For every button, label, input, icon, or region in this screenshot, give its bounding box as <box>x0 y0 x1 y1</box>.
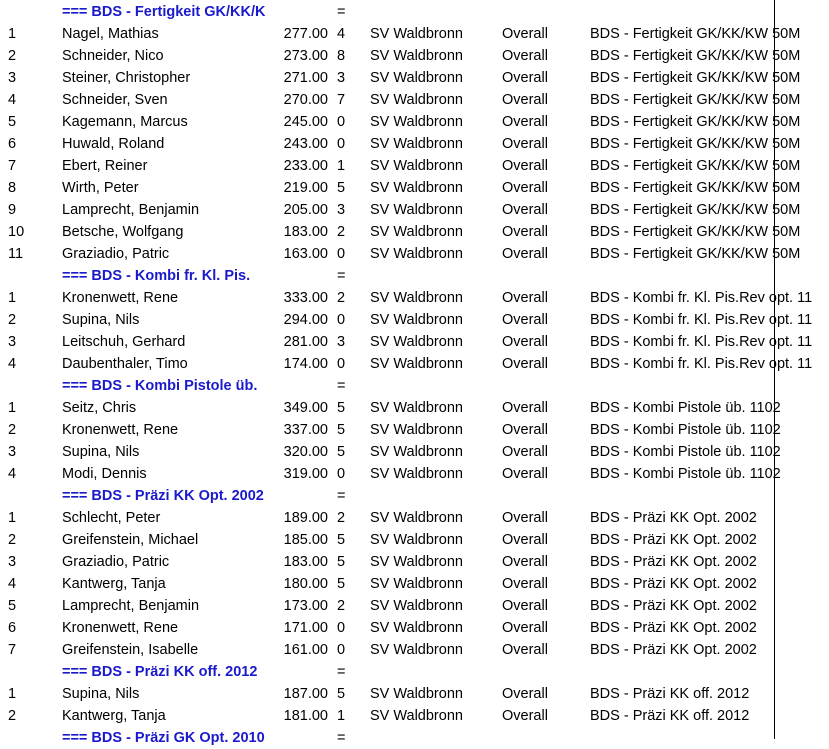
competition-cell: BDS - Präzi KK off. 2012 <box>590 708 750 724</box>
table-row <box>0 353 829 375</box>
score-cell: 337.00 <box>283 422 328 438</box>
score-cell: 294.00 <box>283 312 328 328</box>
shooter-name-cell: Steiner, Christopher <box>62 70 191 86</box>
tens-count-cell: 2 <box>337 290 346 306</box>
class-cell: Overall <box>502 532 548 548</box>
rank-cell: 1 <box>8 290 17 306</box>
class-cell: Overall <box>502 356 548 372</box>
tens-count-cell: 0 <box>337 620 346 636</box>
tens-count-cell: 5 <box>337 422 346 438</box>
table-row <box>0 287 829 309</box>
competition-cell: BDS - Fertigkeit GK/KK/KW 50M <box>590 136 801 152</box>
table-row <box>0 111 829 133</box>
shooter-name-cell: Lamprecht, Benjamin <box>62 598 200 614</box>
section-header-title: === BDS - Präzi KK off. 2012 <box>62 664 258 680</box>
score-cell: 273.00 <box>283 48 328 64</box>
table-row <box>0 397 829 419</box>
class-cell: Overall <box>502 202 548 218</box>
table-row <box>0 683 829 705</box>
score-cell: 174.00 <box>283 356 328 372</box>
rank-cell: 11 <box>8 246 24 262</box>
section-header-row <box>0 375 829 397</box>
section-header-suffix: = <box>337 378 346 394</box>
tens-count-cell: 5 <box>337 532 346 548</box>
shooter-name-cell: Greifenstein, Isabelle <box>62 642 199 658</box>
rank-cell: 4 <box>8 576 17 592</box>
club-cell: SV Waldbronn <box>370 708 463 724</box>
tens-count-cell: 0 <box>337 312 346 328</box>
section-header-suffix: = <box>337 730 346 746</box>
club-cell: SV Waldbronn <box>370 466 463 482</box>
table-row <box>0 573 829 595</box>
shooter-name-cell: Lamprecht, Benjamin <box>62 202 200 218</box>
class-cell: Overall <box>502 400 548 416</box>
table-row <box>0 67 829 89</box>
rank-cell: 8 <box>8 180 17 196</box>
class-cell: Overall <box>502 466 548 482</box>
rank-cell: 2 <box>8 532 17 548</box>
tens-count-cell: 0 <box>337 466 346 482</box>
score-cell: 183.00 <box>283 224 328 240</box>
competition-cell: BDS - Kombi fr. Kl. Pis.Rev opt. 11 <box>590 312 813 328</box>
competition-cell: BDS - Kombi Pistole üb. 1102 <box>590 422 781 438</box>
class-cell: Overall <box>502 290 548 306</box>
section-header-title: === BDS - Kombi fr. Kl. Pis. <box>62 268 251 284</box>
shooter-name-cell: Greifenstein, Michael <box>62 532 199 548</box>
score-cell: 185.00 <box>283 532 328 548</box>
section-header-suffix: = <box>337 268 346 284</box>
section-header-suffix: = <box>337 4 346 20</box>
tens-count-cell: 3 <box>337 70 346 86</box>
rank-cell: 3 <box>8 554 17 570</box>
section-header-title: === BDS - Präzi KK Opt. 2002 <box>62 488 264 504</box>
competition-cell: BDS - Fertigkeit GK/KK/KW 50M <box>590 114 801 130</box>
shooter-name-cell: Leitschuh, Gerhard <box>62 334 186 350</box>
score-cell: 243.00 <box>283 136 328 152</box>
competition-cell: BDS - Präzi KK Opt. 2002 <box>590 510 757 526</box>
shooter-name-cell: Graziadio, Patric <box>62 246 170 262</box>
class-cell: Overall <box>502 620 548 636</box>
club-cell: SV Waldbronn <box>370 202 463 218</box>
class-cell: Overall <box>502 444 548 460</box>
shooter-name-cell: Kantwerg, Tanja <box>62 708 166 724</box>
class-cell: Overall <box>502 224 548 240</box>
club-cell: SV Waldbronn <box>370 158 463 174</box>
competition-cell: BDS - Kombi Pistole üb. 1102 <box>590 400 781 416</box>
rank-cell: 2 <box>8 708 17 724</box>
tens-count-cell: 0 <box>337 114 346 130</box>
club-cell: SV Waldbronn <box>370 444 463 460</box>
score-cell: 333.00 <box>283 290 328 306</box>
club-cell: SV Waldbronn <box>370 686 463 702</box>
club-cell: SV Waldbronn <box>370 180 463 196</box>
rank-cell: 1 <box>8 26 17 42</box>
tens-count-cell: 5 <box>337 576 346 592</box>
club-cell: SV Waldbronn <box>370 510 463 526</box>
club-cell: SV Waldbronn <box>370 642 463 658</box>
section-header-row <box>0 727 829 749</box>
table-row <box>0 551 829 573</box>
shooter-name-cell: Wirth, Peter <box>62 180 139 196</box>
competition-cell: BDS - Präzi KK Opt. 2002 <box>590 554 757 570</box>
shooter-name-cell: Schlecht, Peter <box>62 510 161 526</box>
class-cell: Overall <box>502 48 548 64</box>
competition-cell: BDS - Fertigkeit GK/KK/KW 50M <box>590 26 801 42</box>
competition-cell: BDS - Fertigkeit GK/KK/KW 50M <box>590 70 801 86</box>
class-cell: Overall <box>502 158 548 174</box>
rank-cell: 5 <box>8 114 17 130</box>
rank-cell: 3 <box>8 444 17 460</box>
rank-cell: 4 <box>8 356 17 372</box>
club-cell: SV Waldbronn <box>370 92 463 108</box>
class-cell: Overall <box>502 642 548 658</box>
rank-cell: 7 <box>8 642 17 658</box>
section-header-suffix: = <box>337 488 346 504</box>
club-cell: SV Waldbronn <box>370 136 463 152</box>
shooter-name-cell: Kronenwett, Rene <box>62 422 179 438</box>
competition-cell: BDS - Kombi Pistole üb. 1102 <box>590 466 781 482</box>
tens-count-cell: 2 <box>337 224 346 240</box>
rank-cell: 10 <box>8 224 25 240</box>
competition-cell: BDS - Präzi KK off. 2012 <box>590 686 750 702</box>
tens-count-cell: 5 <box>337 554 346 570</box>
section-header-title: === BDS - Kombi Pistole üb. <box>62 378 258 394</box>
shooter-name-cell: Huwald, Roland <box>62 136 165 152</box>
competition-cell: BDS - Präzi KK Opt. 2002 <box>590 598 757 614</box>
shooter-name-cell: Supina, Nils <box>62 312 140 328</box>
club-cell: SV Waldbronn <box>370 532 463 548</box>
shooter-name-cell: Graziadio, Patric <box>62 554 170 570</box>
shooter-name-cell: Daubenthaler, Timo <box>62 356 188 372</box>
table-row <box>0 133 829 155</box>
score-cell: 277.00 <box>283 26 328 42</box>
score-cell: 189.00 <box>283 510 328 526</box>
score-cell: 181.00 <box>283 708 328 724</box>
section-header-row <box>0 1 829 23</box>
section-header-suffix: = <box>337 664 346 680</box>
table-row <box>0 45 829 67</box>
table-row <box>0 617 829 639</box>
table-row <box>0 177 829 199</box>
club-cell: SV Waldbronn <box>370 356 463 372</box>
score-cell: 320.00 <box>283 444 328 460</box>
competition-cell: BDS - Fertigkeit GK/KK/KW 50M <box>590 246 801 262</box>
score-cell: 187.00 <box>283 686 328 702</box>
class-cell: Overall <box>502 422 548 438</box>
class-cell: Overall <box>502 576 548 592</box>
competition-cell: BDS - Kombi Pistole üb. 1102 <box>590 444 781 460</box>
class-cell: Overall <box>502 180 548 196</box>
rank-cell: 3 <box>8 334 17 350</box>
shooter-name-cell: Supina, Nils <box>62 444 140 460</box>
table-row <box>0 221 829 243</box>
shooter-name-cell: Schneider, Sven <box>62 92 168 108</box>
tens-count-cell: 0 <box>337 136 346 152</box>
shooter-name-cell: Kantwerg, Tanja <box>62 576 166 592</box>
club-cell: SV Waldbronn <box>370 48 463 64</box>
table-row <box>0 89 829 111</box>
club-cell: SV Waldbronn <box>370 290 463 306</box>
club-cell: SV Waldbronn <box>370 334 463 350</box>
rank-cell: 9 <box>8 202 17 218</box>
competition-cell: BDS - Fertigkeit GK/KK/KW 50M <box>590 92 801 108</box>
table-row <box>0 309 829 331</box>
tens-count-cell: 0 <box>337 642 346 658</box>
competition-cell: BDS - Präzi KK Opt. 2002 <box>590 620 757 636</box>
tens-count-cell: 0 <box>337 356 346 372</box>
table-row <box>0 463 829 485</box>
table-row <box>0 529 829 551</box>
club-cell: SV Waldbronn <box>370 576 463 592</box>
score-cell: 183.00 <box>283 554 328 570</box>
tens-count-cell: 5 <box>337 400 346 416</box>
score-cell: 161.00 <box>283 642 328 658</box>
score-cell: 245.00 <box>283 114 328 130</box>
table-row <box>0 705 829 727</box>
club-cell: SV Waldbronn <box>370 224 463 240</box>
competition-cell: BDS - Präzi KK Opt. 2002 <box>590 532 757 548</box>
tens-count-cell: 7 <box>337 92 346 108</box>
class-cell: Overall <box>502 510 548 526</box>
competition-cell: BDS - Fertigkeit GK/KK/KW 50M <box>590 224 801 240</box>
competition-cell: BDS - Fertigkeit GK/KK/KW 50M <box>590 180 801 196</box>
tens-count-cell: 4 <box>337 26 346 42</box>
class-cell: Overall <box>502 246 548 262</box>
score-cell: 319.00 <box>283 466 328 482</box>
score-cell: 219.00 <box>283 180 328 196</box>
competition-cell: BDS - Fertigkeit GK/KK/KW 50M <box>590 202 801 218</box>
class-cell: Overall <box>502 598 548 614</box>
tens-count-cell: 5 <box>337 686 346 702</box>
table-row <box>0 441 829 463</box>
rank-cell: 2 <box>8 422 17 438</box>
score-cell: 205.00 <box>283 202 328 218</box>
competition-cell: BDS - Fertigkeit GK/KK/KW 50M <box>590 48 801 64</box>
shooter-name-cell: Kagemann, Marcus <box>62 114 188 130</box>
shooter-name-cell: Nagel, Mathias <box>62 26 159 42</box>
class-cell: Overall <box>502 114 548 130</box>
rank-cell: 2 <box>8 48 17 64</box>
tens-count-cell: 5 <box>337 444 346 460</box>
rank-cell: 3 <box>8 70 17 86</box>
section-header-row <box>0 661 829 683</box>
shooter-name-cell: Supina, Nils <box>62 686 140 702</box>
rank-cell: 6 <box>8 620 17 636</box>
class-cell: Overall <box>502 708 548 724</box>
shooter-name-cell: Betsche, Wolfgang <box>62 224 184 240</box>
table-row <box>0 639 829 661</box>
club-cell: SV Waldbronn <box>370 422 463 438</box>
table-row <box>0 199 829 221</box>
shooter-name-cell: Ebert, Reiner <box>62 158 148 174</box>
score-cell: 163.00 <box>283 246 328 262</box>
class-cell: Overall <box>502 686 548 702</box>
table-row <box>0 243 829 265</box>
rank-cell: 1 <box>8 400 17 416</box>
class-cell: Overall <box>502 70 548 86</box>
table-row <box>0 23 829 45</box>
rank-cell: 4 <box>8 92 17 108</box>
tens-count-cell: 5 <box>337 180 346 196</box>
competition-cell: BDS - Kombi fr. Kl. Pis.Rev opt. 11 <box>590 290 813 306</box>
section-header-row <box>0 265 829 287</box>
class-cell: Overall <box>502 312 548 328</box>
rank-cell: 7 <box>8 158 17 174</box>
tens-count-cell: 2 <box>337 510 346 526</box>
class-cell: Overall <box>502 554 548 570</box>
class-cell: Overall <box>502 92 548 108</box>
club-cell: SV Waldbronn <box>370 400 463 416</box>
table-row <box>0 507 829 529</box>
club-cell: SV Waldbronn <box>370 312 463 328</box>
competition-cell: BDS - Kombi fr. Kl. Pis.Rev opt. 11 <box>590 334 813 350</box>
section-header-title: === BDS - Fertigkeit GK/KK/K <box>62 4 266 20</box>
table-row <box>0 595 829 617</box>
score-cell: 271.00 <box>283 70 328 86</box>
rank-cell: 6 <box>8 136 17 152</box>
club-cell: SV Waldbronn <box>370 114 463 130</box>
shooter-name-cell: Modi, Dennis <box>62 466 147 482</box>
section-header-row <box>0 485 829 507</box>
score-cell: 173.00 <box>283 598 328 614</box>
tens-count-cell: 0 <box>337 246 346 262</box>
rank-cell: 4 <box>8 466 17 482</box>
club-cell: SV Waldbronn <box>370 598 463 614</box>
score-cell: 270.00 <box>283 92 328 108</box>
club-cell: SV Waldbronn <box>370 554 463 570</box>
rank-cell: 1 <box>8 686 17 702</box>
rank-cell: 2 <box>8 312 17 328</box>
tens-count-cell: 1 <box>337 708 346 724</box>
score-cell: 233.00 <box>283 158 328 174</box>
table-row <box>0 419 829 441</box>
section-header-title: === BDS - Präzi GK Opt. 2010 <box>62 730 265 746</box>
competition-cell: BDS - Präzi KK Opt. 2002 <box>590 642 757 658</box>
table-row <box>0 155 829 177</box>
class-cell: Overall <box>502 136 548 152</box>
competition-cell: BDS - Fertigkeit GK/KK/KW 50M <box>590 158 801 174</box>
shooter-name-cell: Kronenwett, Rene <box>62 620 179 636</box>
score-cell: 180.00 <box>283 576 328 592</box>
tens-count-cell: 2 <box>337 598 346 614</box>
shooter-name-cell: Seitz, Chris <box>62 400 137 416</box>
rank-cell: 5 <box>8 598 17 614</box>
tens-count-cell: 3 <box>337 202 346 218</box>
tens-count-cell: 1 <box>337 158 346 174</box>
shooter-name-cell: Schneider, Nico <box>62 48 164 64</box>
score-cell: 171.00 <box>283 620 328 636</box>
class-cell: Overall <box>502 26 548 42</box>
table-row <box>0 331 829 353</box>
tens-count-cell: 8 <box>337 48 346 64</box>
class-cell: Overall <box>502 334 548 350</box>
club-cell: SV Waldbronn <box>370 70 463 86</box>
club-cell: SV Waldbronn <box>370 26 463 42</box>
rank-cell: 1 <box>8 510 17 526</box>
shooter-name-cell: Kronenwett, Rene <box>62 290 179 306</box>
club-cell: SV Waldbronn <box>370 620 463 636</box>
score-cell: 281.00 <box>283 334 328 350</box>
score-cell: 349.00 <box>283 400 328 416</box>
competition-cell: BDS - Kombi fr. Kl. Pis.Rev opt. 11 <box>590 356 813 372</box>
tens-count-cell: 3 <box>337 334 346 350</box>
competition-cell: BDS - Präzi KK Opt. 2002 <box>590 576 757 592</box>
club-cell: SV Waldbronn <box>370 246 463 262</box>
